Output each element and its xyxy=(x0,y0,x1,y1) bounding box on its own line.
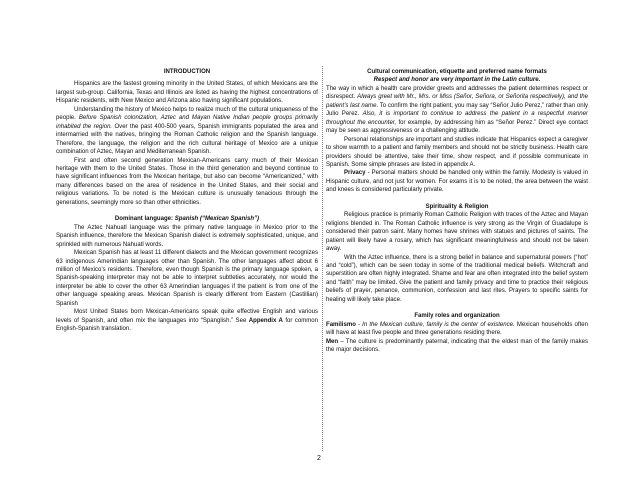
communication-heading: Cultural communication, etiquette and preferred name formats xyxy=(367,69,547,75)
communication-subheading: Respect and honor are very important in the Latin culture. xyxy=(373,77,541,84)
spirituality-paragraph-1: Religious practice is primarily Roman Catholic Religion with traces of the Aztec and Mayan religions blended in. The Roman Catholic influence is very strong as the Virgin of Guadalupe is considered their patron saint. Many homes have shrines with statues and pictures of saints. The patient will likely have a rosary, which has significant meaningfulness and should not be taken away. xyxy=(326,212,588,253)
right-column xyxy=(326,68,588,355)
intro-paragraph-1: Hispanics are the fastest growing minority in the United States, of which Mexicans are the largest sub-group. California, Texas and Illinois are listed as having the highest concentrations of Hispanic residents, with New Mexico and Arizona also having significant populations. xyxy=(56,81,318,105)
communication-paragraph-2: Personal relationships are important and studies indicate that Hispanics expect a caregiver to show warmth to a patient and family members and should not be strictly business. Health care providers should be attentive, take their time, show respect, and if possible communicate in Spanish. Some simple phrases are listed in appendix A. xyxy=(326,136,588,168)
spirituality-paragraph-2: With the Aztec influence, there is a strong belief in balance and supernatural powers (“hot” and “cold”), which can be seen today in some of the traditional medical beliefs. Witchcraft and superstition are often highly integrated. Shame and fear are often integrated into the belief system and “faith” may be limited. Give the patient and family privacy and time to practice their religious beliefs of prayer, penance, communion, confession and last rites. Prayers to specific saints for healing will likely take place. xyxy=(326,254,588,303)
intro-paragraph-3: First and often second generation Mexican-Americans carry much of their Mexican heritage with them to the United States. Those in the third generation and beyond continue to have significant influences from the Mexican heritage, but also can become “Americanized,” with many differences based on the area of residence in the United States, and their social and religious variations. To be noted is the Mexican culture is unusually tenacious through the generations, seemingly more so than other ethnicities. xyxy=(56,157,318,206)
family-heading: Family roles and organization xyxy=(414,313,500,320)
language-paragraph-2: Mexican Spanish has at least 11 different dialects and the Mexican government recognizes 63 indigenous Amerindian languages other than Spanish. The other languages affect about 6 million of Mexico’s residents. Therefore, even though Spanish is the primary language spoken, a Spanish-speaking interpreter may not be able to interpret subtleties accurately, nor would the interpreter be able to cover the other 63 Amerindian languages if the patient is from one of the other language speaking areas. Mexican Spanish is clearly different from Eastern (Castillian) Spanish xyxy=(56,250,318,307)
column-divider xyxy=(322,66,323,451)
page-number: 2 xyxy=(317,455,321,462)
language-paragraph-3: Most United States born Mexican-Americans speak quite effective English and various levels of Spanish, and often mix the languages into “Spanglish.” See Appendix A for common English-Spanish translation. xyxy=(56,309,318,333)
communication-paragraph-1: The way in which a health care provider greets and addresses the patient determines respect or disrespect. Always greet with Mr., Mrs. or Miss (Señor, Señora, or Señorita respectively), and the patient’s last name. To confirm the right patient, you may say “Señor Julio Perez,” rather than only Julio Perez. Also, it is important to continue to address the patient in a respectful manner throughout the encounter, for example, by addressing him as “Señor Perez.” Direct eye contact may be seen as aggressiveness or a challenging attitude. xyxy=(326,85,588,135)
men-paragraph: Men – The culture is predominantly paternal, indicating that the eldest man of the family makes the major decisions. xyxy=(326,338,588,354)
left-column xyxy=(56,68,318,334)
language-heading: Dominant language: Spanish (“Mexican Spanish”) xyxy=(114,216,260,223)
privacy-paragraph: Privacy - Personal matters should be handled only within the family. Modesty is valued in Hispanic culture, and not just for women. For exams it is to be noted, the area between the waist and knees is considered particularly private. xyxy=(326,170,588,194)
introduction-heading: INTRODUCTION xyxy=(163,69,211,75)
intro-paragraph-2: Understanding the history of Mexico helps to realize much of the cultural uniqueness of the people. Before Spanish colonization, Aztec and Mayan Native Indian people groups primarily inhabited the region. Over the past 400-500 years, Spanish immigrants populated the area and intermarried with the natives, bringing the Roman Catholic religion and the Spanish language. Therefore, the language, the religion and the rich cultural heritage of Mexico are a unique combination of Aztec, Mayan and Mediterranean Spanish. xyxy=(56,106,318,156)
spirituality-heading: Spirituality & Religion xyxy=(425,203,489,210)
familismo-paragraph: Familismo - In the Mexican culture, family is the center of existence. Mexican households often will have at least five people and three generations residing there. xyxy=(326,321,588,337)
appendix-a-reference: Appendix A xyxy=(248,317,283,324)
language-paragraph-1: The Aztec Nahuatl language was the primary native language in Mexico prior to the Spanish influence, therefore the Mexican Spanish dialect is extremely sophisticated, unique, and sprinkled with numerous Nahuatl words. xyxy=(56,224,318,248)
